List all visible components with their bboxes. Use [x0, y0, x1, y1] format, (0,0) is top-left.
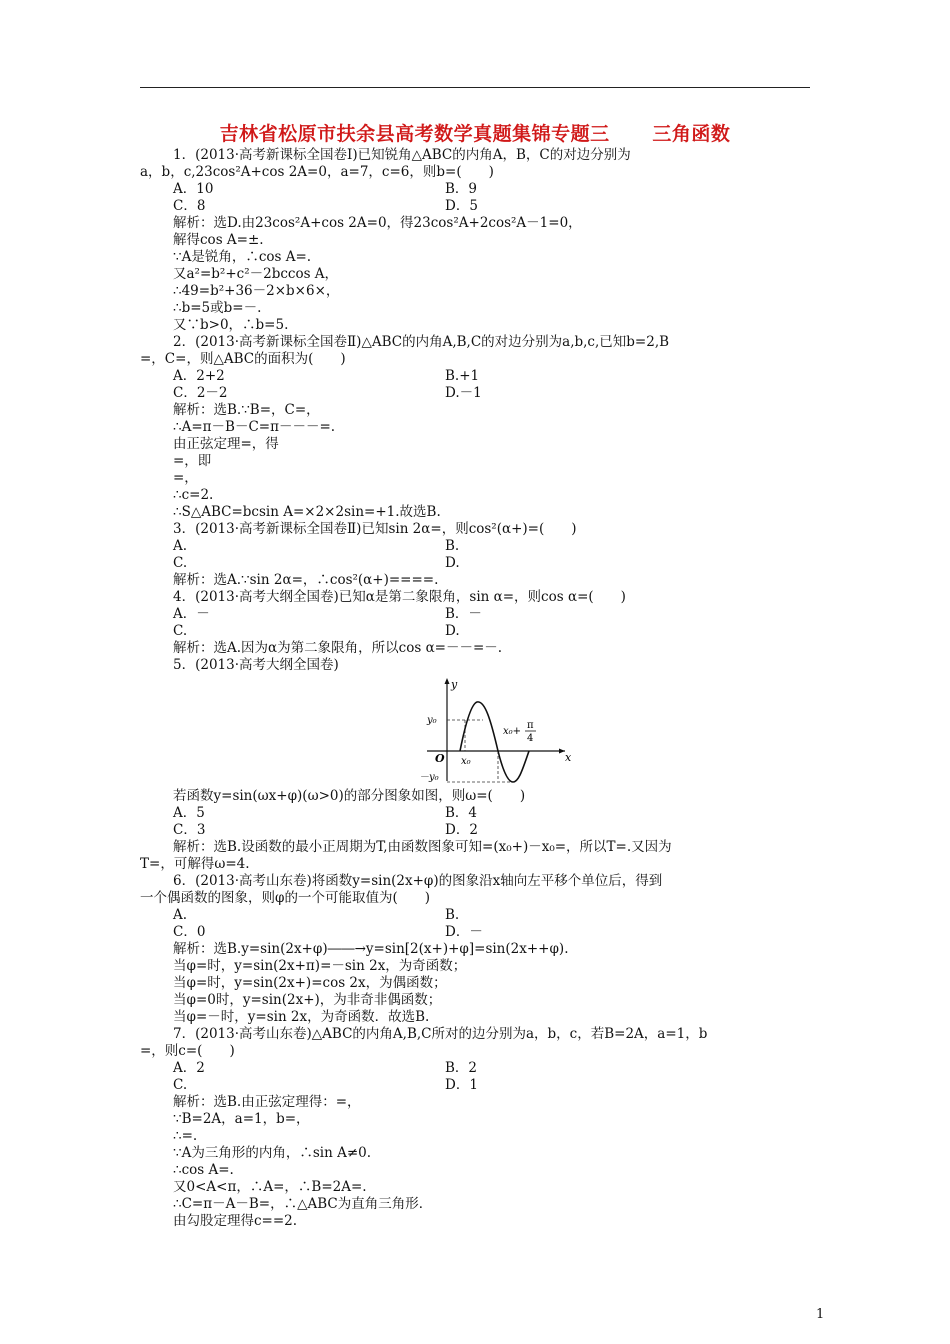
pi-label: π: [527, 720, 534, 731]
text-line: 解得cos A=±.: [173, 232, 264, 248]
text-line: =，即: [173, 453, 212, 469]
page-title: 吉林省松原市扶余县高考数学真题集锦专题三 三角函数: [219, 123, 731, 145]
choice-right: B．－: [445, 606, 482, 622]
origin-label: O: [435, 752, 445, 765]
text-line: ∵A为三角形的内角，∴sin A≠0.: [173, 1145, 372, 1161]
choice-row: [140, 198, 812, 215]
text-line: =，: [173, 470, 198, 486]
text-line: ∴=.: [173, 1128, 198, 1144]
text-line: 当φ=－时，y=sin 2x，为奇函数．故选B.: [173, 1009, 430, 1025]
text-line: ∴b=5或b=－.: [173, 300, 262, 316]
text-line: 解析：选B.由正弦定理得：=，: [173, 1094, 361, 1110]
four-label: 4: [527, 733, 534, 744]
text-line: 若函数y=sin(ωx+φ)(ω>0)的部分图象如图，则ω=( ): [173, 788, 526, 804]
choice-left: C.: [173, 623, 188, 639]
x-axis-label: x: [565, 751, 572, 764]
choice-left: A.: [173, 538, 188, 554]
choice-right: D.: [445, 555, 460, 571]
text-line: ∴cos A=.: [173, 1162, 234, 1178]
document-body: [140, 147, 812, 1230]
choice-left: C．8: [173, 198, 206, 214]
y-axis-label: y: [451, 678, 458, 691]
choice-right: D.－1: [445, 385, 482, 401]
text-line: 一个偶函数的图象，则φ的一个可能取值为( ): [140, 890, 430, 906]
text-line: =，C=，则△ABC的面积为( ): [140, 351, 346, 367]
text-line: 当φ=时，y=sin(2x+)=cos 2x，为偶函数；: [173, 975, 447, 991]
choice-left: A．2+2: [173, 368, 225, 384]
text-line: 2．(2013·高考新课标全国卷Ⅱ)△ABC的内角A,B,C的对边分别为a,b,c,已知b=2,B: [173, 334, 670, 350]
choice-left: A.: [173, 907, 188, 923]
y0-label: y₀: [427, 715, 437, 726]
page-number: 1: [816, 1307, 825, 1322]
text-line: ∴C=π－A－B=，∴△ABC为直角三角形．: [173, 1196, 433, 1212]
text-line: 1．(2013·高考新课标全国卷Ⅰ)已知锐角△ABC的内角A，B，C的对边分别为: [173, 147, 631, 163]
text-line: 当φ=时，y=sin(2x+π)=－sin 2x，为奇函数；: [173, 958, 467, 974]
text-line: ∵B=2A，a=1，b=，: [173, 1111, 310, 1127]
choice-right: B.+1: [445, 368, 480, 384]
choice-right: D．5: [445, 198, 478, 214]
choice-row: [140, 181, 812, 198]
text-line: =，则c=( ): [140, 1043, 235, 1059]
choice-right: D．2: [445, 822, 478, 838]
choice-right: B．9: [445, 181, 478, 197]
choice-row: [140, 1077, 812, 1094]
text-line: ∴A=π－B－C=π－－－=.: [173, 419, 336, 435]
figure-block: [140, 674, 812, 788]
text-line: 解析：选B.设函数的最小正周期为T,由函数图象可知=(x₀+)－x₀=，所以T=.又因为: [173, 839, 672, 855]
choice-left: A．10: [173, 181, 214, 197]
choice-row: [140, 538, 812, 555]
text-line: 又∵b>0，∴b=5.: [173, 317, 289, 333]
text-line: 又0<A<π，∴A=，∴B=2A=.: [173, 1179, 367, 1195]
choice-row: [140, 822, 812, 839]
text-line: T=，可解得ω=4.: [140, 856, 250, 872]
choice-left: A．5: [173, 805, 205, 821]
text-line: 5．(2013·高考大纲全国卷): [173, 657, 339, 673]
text-line: 解析：选A.∵sin 2α=，∴cos²(α+)====.: [173, 572, 439, 588]
choice-row: [140, 907, 812, 924]
choice-right: D．1: [445, 1077, 478, 1093]
choice-row: [140, 1060, 812, 1077]
choice-right: B．2: [445, 1060, 478, 1076]
text-line: ∴49=b²+36－2×b×6×，: [173, 283, 340, 299]
x0-pi4-label: x₀+: [503, 726, 522, 737]
neg-y0-label: －y₀: [419, 772, 439, 783]
choice-left: C.: [173, 555, 188, 571]
text-line: 解析：选A.因为α为第二象限角，所以cos α=－－=－.: [173, 640, 503, 656]
choice-row: [140, 805, 812, 822]
text-line: ∴c=2.: [173, 487, 214, 503]
y-axis-arrow: [445, 678, 450, 684]
choice-right: B．4: [445, 805, 478, 821]
choice-left: C．3: [173, 822, 206, 838]
choice-left: C．2－2: [173, 385, 228, 401]
text-line: 当φ=0时，y=sin(2x+)，为非奇非偶函数；: [173, 992, 442, 1008]
choice-row: [140, 606, 812, 623]
text-line: 解析：选D.由23cos²A+cos 2A=0，得23cos²A+2cos²A－1=0，: [173, 215, 582, 231]
choice-right: B.: [445, 907, 460, 923]
text-line: 又a²=b²+c²－2bccos A，: [173, 266, 339, 282]
x0-label: x₀: [461, 756, 471, 767]
choice-row: [140, 385, 812, 402]
sine-graph-figure: [405, 676, 575, 786]
text-line: 由正弦定理=，得: [173, 436, 279, 452]
choice-right: B.: [445, 538, 460, 554]
text-line: 7．(2013·高考山东卷)△ABC的内角A,B,C所对的边分别为a，b，c，若B=2A，a=1，b: [173, 1026, 708, 1042]
choice-right: D．－: [445, 924, 483, 940]
choice-left: A．2: [173, 1060, 205, 1076]
text-line: 解析：选B.y=sin(2x+φ)――→y=sin[2(x+)+φ]=sin(2x++φ).: [173, 941, 569, 957]
sine-curve: [460, 702, 529, 782]
text-line: ∴S△ABC=bcsin A=×2×2sin=+1.故选B.: [173, 504, 441, 520]
text-line: 6．(2013·高考山东卷)将函数y=sin(2x+φ)的图象沿x轴向左平移个单位后，得到: [173, 873, 663, 889]
top-rule: [140, 87, 810, 88]
text-line: 解析：选B.∵B=，C=，: [173, 402, 320, 418]
choice-left: C．0: [173, 924, 206, 940]
choice-row: [140, 623, 812, 640]
choice-row: [140, 924, 812, 941]
text-line: a，b，c,23cos²A+cos 2A=0，a=7，c=6，则b=( ): [140, 164, 494, 180]
choice-row: [140, 368, 812, 385]
choice-right: D.: [445, 623, 460, 639]
text-line: 3．(2013·高考新课标全国卷Ⅱ)已知sin 2α=，则cos²(α+)=( ): [173, 521, 577, 537]
choice-left: C.: [173, 1077, 188, 1093]
text-line: 由勾股定理得c==2.: [173, 1213, 298, 1229]
text-line: 4．(2013·高考大纲全国卷)已知α是第二象限角，sin α=，则cos α=( ): [173, 589, 626, 605]
choice-left: A．－: [173, 606, 210, 622]
choice-row: [140, 555, 812, 572]
text-line: ∵A是锐角，∴cos A=.: [173, 249, 312, 265]
